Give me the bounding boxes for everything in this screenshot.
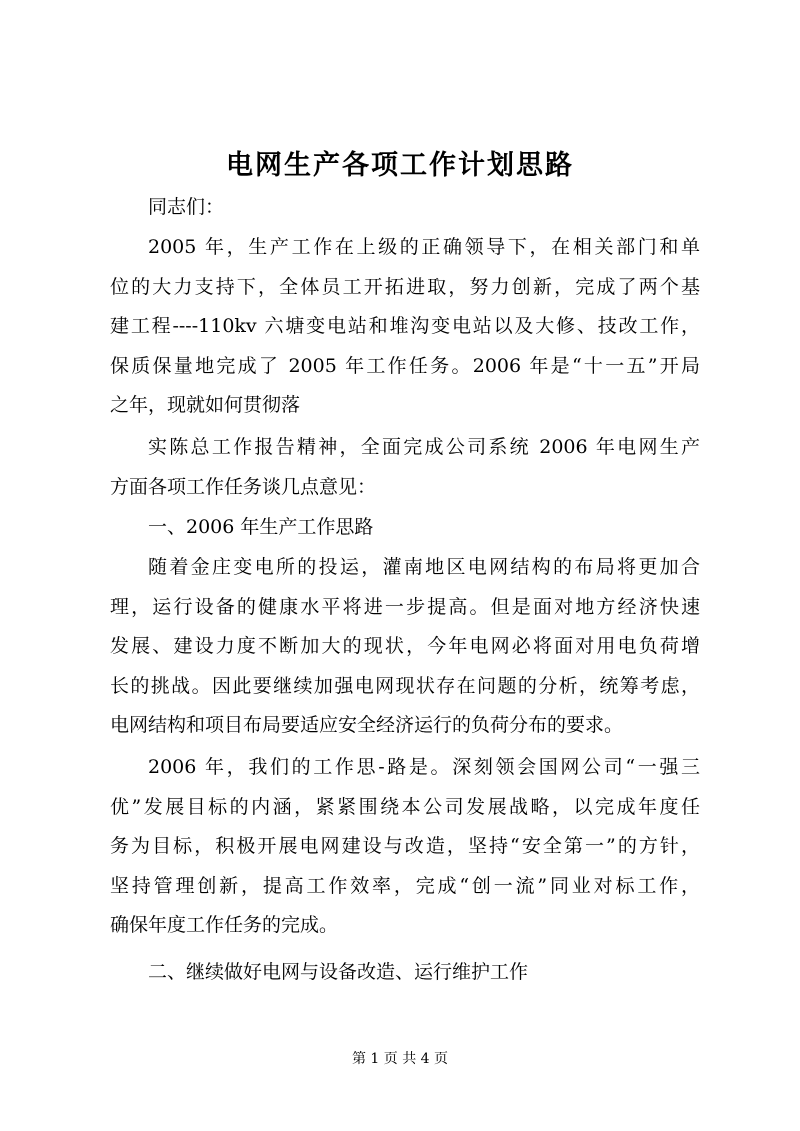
- text-line: 二、继续做好电网与设备改造、运行维护工作: [148, 961, 529, 983]
- text-line: 优”发展目标的内涵，紧紧围绕本公司发展战略，以完成年度任: [110, 795, 700, 818]
- paragraph-work-plan: [110, 748, 700, 946]
- paragraph-greeting: [110, 188, 700, 228]
- text-line: 同志们：: [148, 196, 225, 218]
- text-line: 一、2006 年生产工作思路: [148, 516, 374, 538]
- text-line: 随着金庄变电所的投运，灌南地区电网结构的布局将更加合: [148, 556, 700, 578]
- text-line: 位的大力支持下，全体员工开拓进取，努力创新，完成了两个基: [110, 275, 700, 298]
- paragraph-intro: [110, 228, 700, 426]
- text-line: 电网结构和项目布局要适应安全经济运行的负荷分布的要求。: [110, 714, 624, 736]
- text-line: 建工程----110kv 六塘变电站和堆沟变电站以及大修、技改工作，: [110, 315, 700, 337]
- text-line: 发展、建设力度不断加大的现状，今年电网必将面对用电负荷增: [110, 635, 700, 657]
- text-line: 方面各项工作任务谈几点意见：: [110, 475, 377, 498]
- text-line: 理，运行设备的健康水平将进一步提高。但是面对地方经济快速: [110, 595, 700, 618]
- page-footer: 第 1 页 共 4 页: [351, 1051, 449, 1067]
- paragraph-grid-structure: [110, 548, 700, 746]
- text-line: 实陈总工作报告精神，全面完成公司系统 2006 年电网生产: [148, 436, 700, 458]
- page-title: 电网生产各项工作计划思路: [226, 150, 574, 181]
- text-line: 保质保量地完成了 2005 年工作任务。2006 年是“十一五”开局: [110, 354, 700, 377]
- text-line: 长的挑战。因此要继续加强电网现状存在问题的分析，统筹考虑，: [110, 674, 700, 697]
- section-heading-2: [110, 953, 700, 993]
- text-line: 2005 年，生产工作在上级的正确领导下，在相关部门和单: [148, 236, 700, 258]
- text-line: 坚持管理创新，提高工作效率，完成“创一流”同业对标工作，: [110, 874, 700, 897]
- text-line: 之年，现就如何贯彻落: [110, 394, 301, 416]
- text-line: 2006 年，我们的工作思-路是。深刻领会国网公司“一强三: [148, 756, 700, 778]
- text-line: 确保年度工作任务的完成。: [110, 914, 339, 936]
- text-line: 务为目标，积极开展电网建设与改造，坚持“安全第一”的方针，: [110, 835, 700, 857]
- paragraph-opinion: [110, 428, 700, 507]
- section-heading-1: [110, 508, 700, 548]
